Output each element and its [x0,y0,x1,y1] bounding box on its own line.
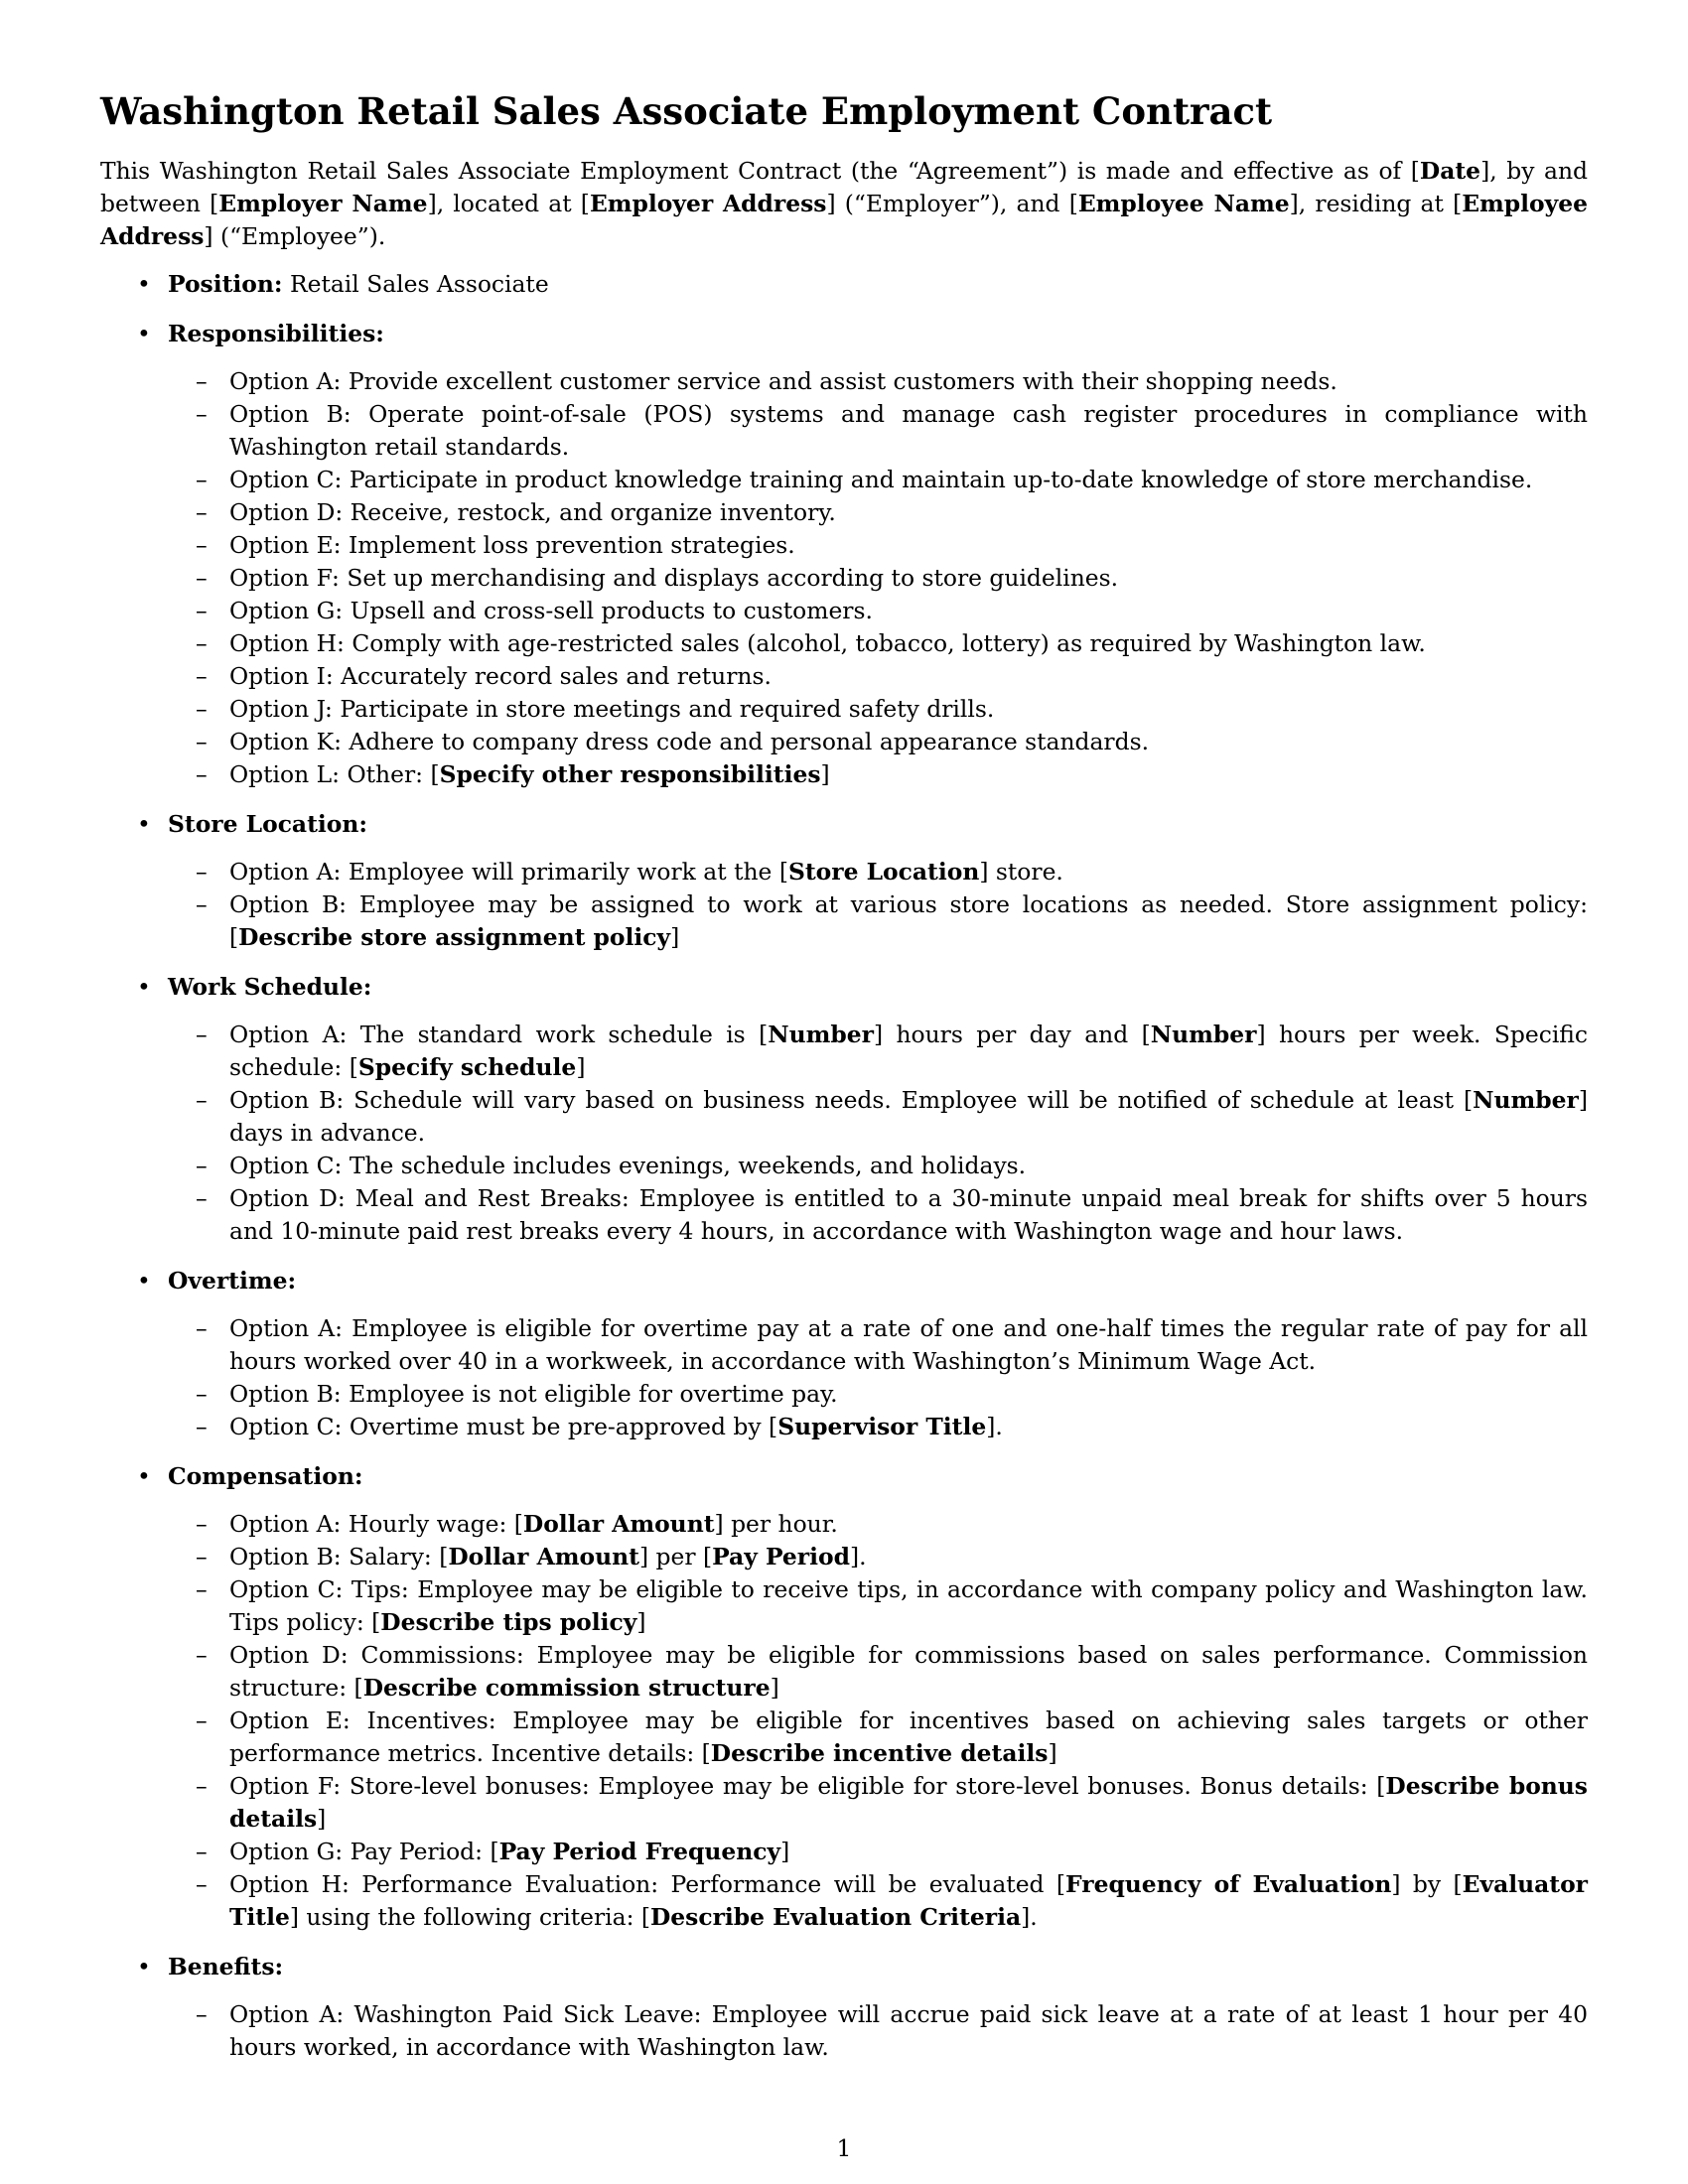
option-list [168,856,1588,954]
option-list [168,1998,1588,2064]
document-page [100,87,1588,2081]
option-item: – Option C: Tips: Employee may be eligible to receive tips, in accordance with company policy and Washington law. Tips policy: [Describe tips policy] [168,1573,1588,1639]
section-label: Position: [168,270,283,298]
option-item: – Option E: Incentives: Employee may be eligible for incentives based on achieving sales targets or other performance metrics. Incentive details: [Describe incentive details] [168,1705,1588,1770]
option-item: – Option A: Provide excellent customer service and assist customers with their shopping needs. [168,365,1588,398]
section-responsibilities [100,318,1588,791]
intro-text: ] (“Employer”), and [ [826,190,1078,217]
section-benefits [100,1951,1588,2064]
option-item: – Option G: Pay Period: [Pay Period Frequency] [168,1836,1588,1868]
option-item: – Option A: The standard work schedule is [Number] hours per day and [Number] hours per week. Specific schedule: [Specify schedule] [168,1019,1588,1084]
placeholder-date: Date [1419,157,1481,185]
placeholder: Dollar Amount [522,1510,715,1538]
section-overtime [100,1265,1588,1443]
section-label: Work Schedule: [168,973,372,1001]
intro-text: This Washington Retail Sales Associate Employment Contract (the “Agreement”) is made and effective as of [ [100,157,1420,185]
placeholder: Number [1473,1086,1579,1114]
option-item: – Option A: Employee is eligible for overtime pay at a rate of one and one-half times the regular rate of pay for all hours worked over 40 in a workweek, in accordance with Washington’s Minimum Wage Act. [168,1312,1588,1378]
placeholder-employee-name: Employee Name [1077,190,1290,217]
intro-text: ], by and between [ [100,157,1589,217]
option-item: – Option L: Other: [Specify other responsibilities] [168,758,1588,791]
option-item: – Option H: Comply with age-restricted sales (alcohol, tobacco, lottery) as required by Washington law. [168,627,1588,660]
option-list [168,365,1588,791]
intro-text: ], residing at [ [1289,190,1463,217]
option-item: – Option A: Washington Paid Sick Leave: Employee will accrue paid sick leave at a rate of at least 1 hour per 40 hours worked, in accordance with Washington law. [168,1998,1588,2064]
option-item: – Option D: Receive, restock, and organize inventory. [168,496,1588,529]
placeholder: Describe tips policy [380,1608,637,1636]
option-item: – Option C: Overtime must be pre-approved by [Supervisor Title]. [168,1411,1588,1443]
page-number: 1 [836,2134,852,2162]
option-list [168,1312,1588,1443]
option-item: – Option C: The schedule includes evenings, weekends, and holidays. [168,1150,1588,1182]
section-label: Benefits: [168,1953,284,1980]
option-item: – Option E: Implement loss prevention strategies. [168,529,1588,562]
section-label: Responsibilities: [168,320,384,347]
placeholder: Describe incentive details [710,1739,1049,1767]
option-item: – Option H: Performance Evaluation: Performance will be evaluated [Frequency of Evaluation] by [Evaluator Title] using the following criteria: [Describe Evaluation Criteria]. [168,1868,1588,1934]
intro-text: ] (“Employee”). [204,222,386,250]
option-item: – Option G: Upsell and cross-sell products to customers. [168,595,1588,627]
option-item: – Option C: Participate in product knowledge training and maintain up-to-date knowledge of store merchandise. [168,464,1588,496]
placeholder: Describe bonus details [229,1772,1588,1833]
document-title: Washington Retail Sales Associate Employment Contract [100,89,1273,133]
section-work-schedule [100,971,1588,1248]
placeholder: Evaluator Title [229,1870,1589,1931]
option-item: – Option F: Store-level bonuses: Employee may be eligible for store-level bonuses. Bonus details: [Describe bonus details] [168,1770,1588,1836]
placeholder-employer-name: Employer Name [218,190,428,217]
option-item: – Option B: Employee is not eligible for overtime pay. [168,1378,1588,1411]
placeholder: Pay Period Frequency [498,1838,781,1865]
option-item: – Option B: Operate point-of-sale (POS) systems and manage cash register procedures in compliance with Washington retail standards. [168,398,1588,464]
option-list [168,1508,1588,1934]
placeholder: Specify schedule [357,1053,577,1081]
section-label: Overtime: [168,1267,297,1295]
placeholder-employer-address: Employer Address [589,190,827,217]
option-item: – Option D: Commissions: Employee may be eligible for commissions based on sales performance. Commission structure: [Describe commission structure] [168,1639,1588,1705]
intro-paragraph [100,155,1588,253]
placeholder: Number [1150,1021,1257,1048]
option-item: – Option J: Participate in store meetings and required safety drills. [168,693,1588,726]
section-position [100,268,1588,301]
option-item: – Option K: Adhere to company dress code and personal appearance standards. [168,726,1588,758]
option-item: – Option B: Salary: [Dollar Amount] per [Pay Period]. [168,1541,1588,1573]
placeholder: Describe Evaluation Criteria [650,1903,1022,1931]
option-item: – Option A: Hourly wage: [Dollar Amount] per hour. [168,1508,1588,1541]
placeholder: Pay Period [712,1543,850,1570]
placeholder: Describe commission structure [362,1674,771,1702]
placeholder: Describe store assignment policy [238,923,671,951]
section-label: Compensation: [168,1462,363,1490]
option-item: – Option B: Employee may be assigned to work at various store locations as needed. Store assignment policy: [Describe store assignment policy] [168,888,1588,954]
placeholder: Dollar Amount [448,1543,639,1570]
placeholder-employee-address: Employee Address [100,190,1588,250]
position-value: Retail Sales Associate [290,270,549,298]
intro-text: ], located at [ [427,190,590,217]
section-label: Store Location: [168,810,368,838]
placeholder: Specify other responsibilities [439,760,821,788]
contract-sections [100,268,1588,2064]
section-store-location [100,808,1588,954]
option-item: – Option B: Schedule will vary based on business needs. Employee will be notified of schedule at least [Number] days in advance. [168,1084,1588,1150]
option-list [168,1019,1588,1248]
section-compensation [100,1460,1588,1934]
placeholder: Frequency of Evaluation [1065,1870,1392,1898]
option-item: – Option F: Set up merchandising and displays according to store guidelines. [168,562,1588,595]
placeholder: Number [768,1021,874,1048]
placeholder: Supervisor Title [777,1413,987,1440]
option-item: – Option D: Meal and Rest Breaks: Employee is entitled to a 30-minute unpaid meal break for shifts over 5 hours and 10-minute paid rest breaks every 4 hours, in accordance with Washington wage and hour laws. [168,1182,1588,1248]
option-item: – Option I: Accurately record sales and returns. [168,660,1588,693]
placeholder: Store Location [787,858,980,886]
option-item: – Option A: Employee will primarily work at the [Store Location] store. [168,856,1588,888]
